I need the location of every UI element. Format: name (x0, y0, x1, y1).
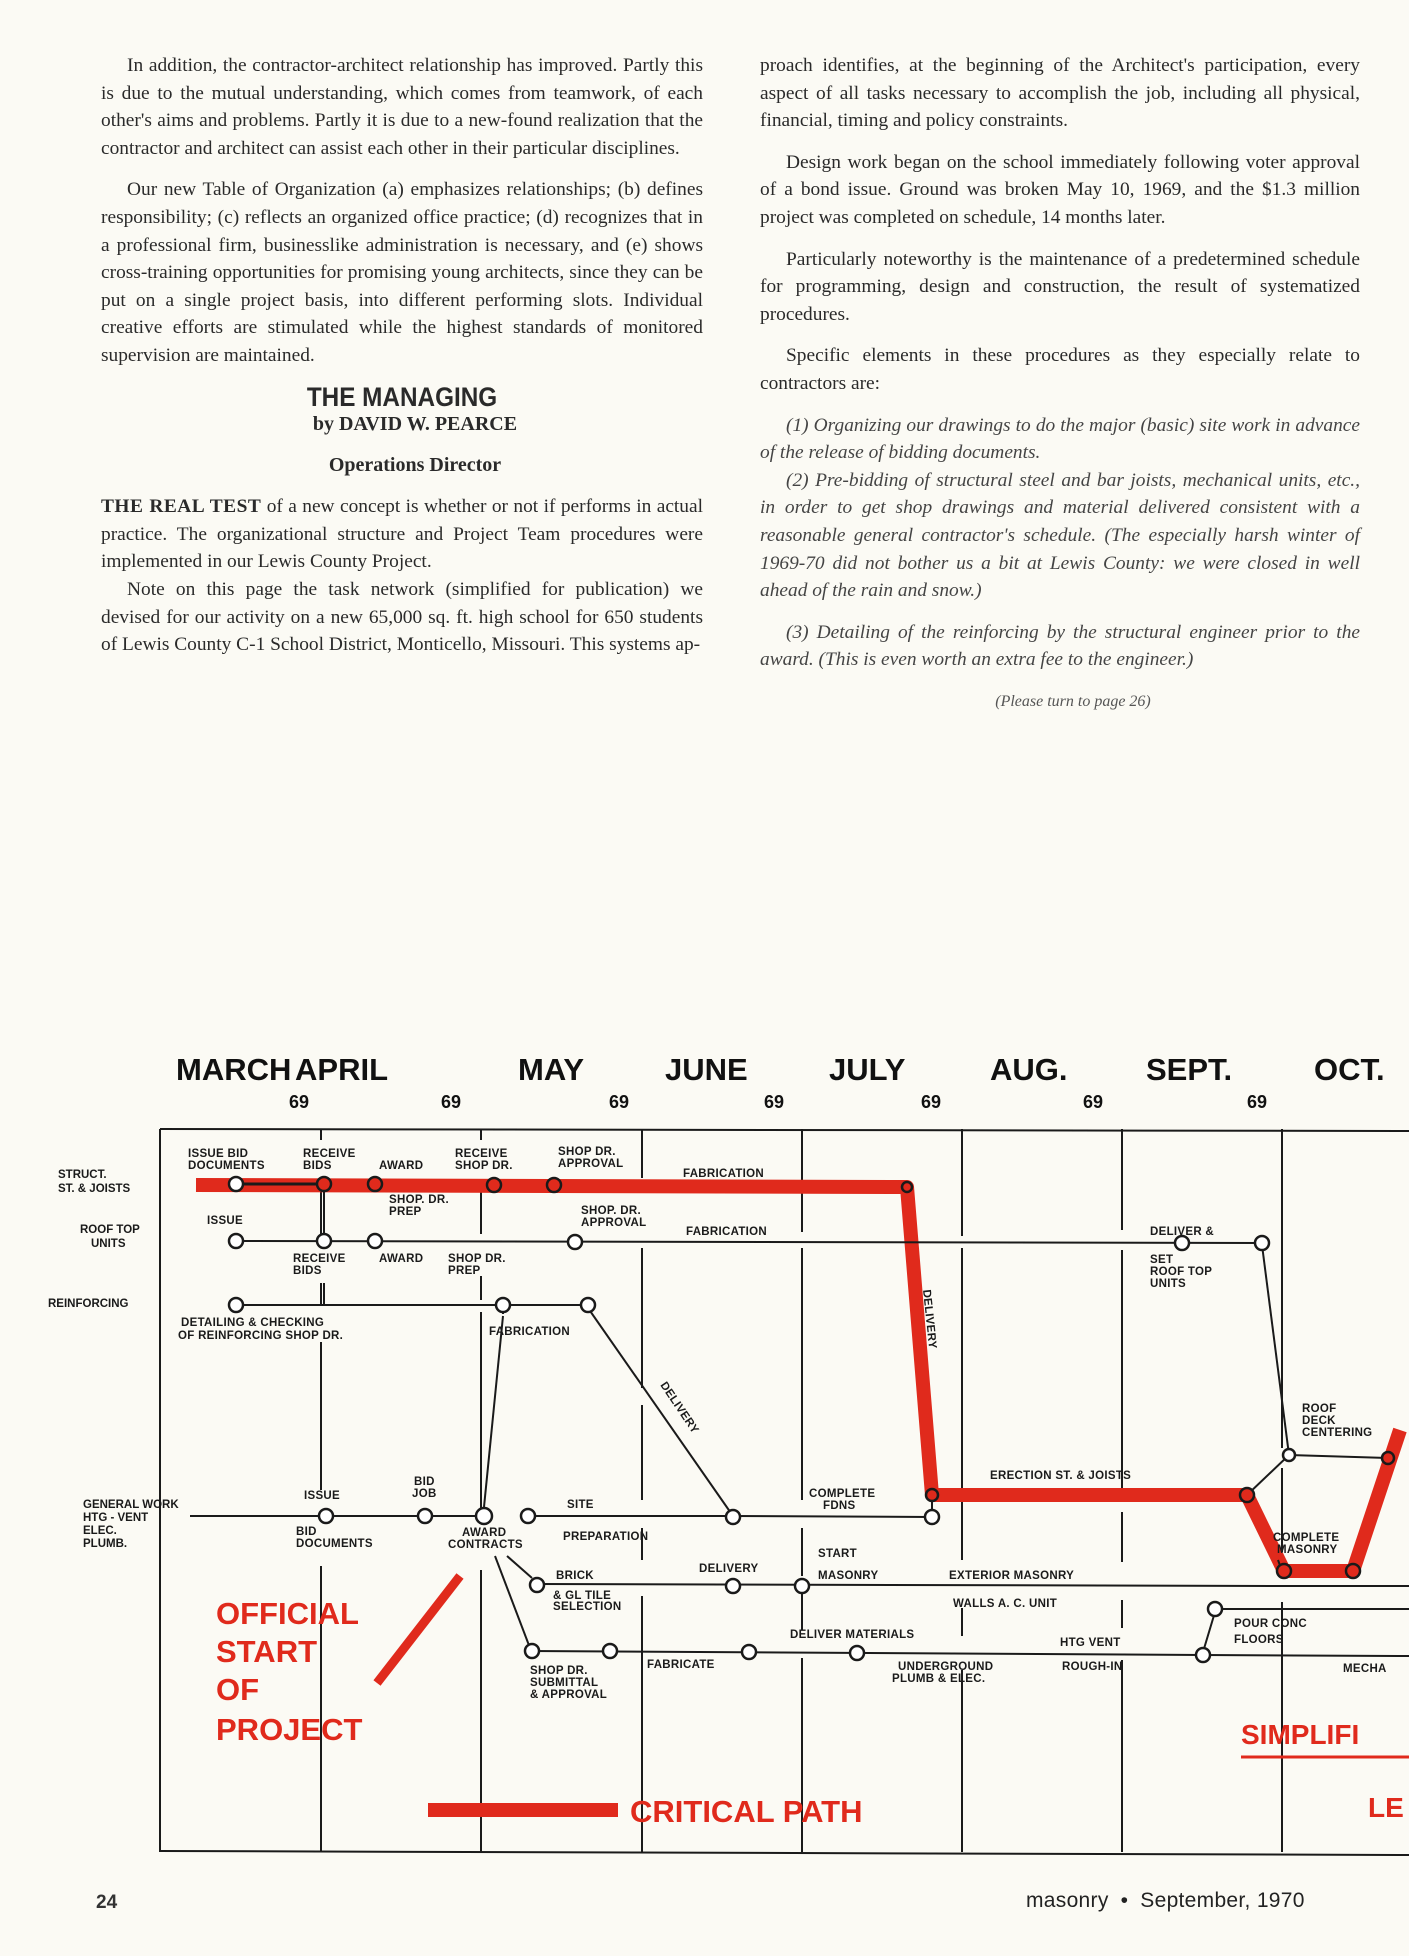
month-label: JUNE (665, 1052, 748, 1087)
activity-label: OF REINFORCING SHOP DR. (178, 1330, 344, 1342)
activity-label: SHOP DR. (455, 1160, 513, 1172)
official-start-label: OFFICIAL (216, 1596, 359, 1631)
activity-label: COMPLETE (809, 1488, 876, 1500)
paragraph: proach identifies, at the beginning of the Architect's participation, every aspect of all tasks necessary to accomplish the job, including all physical, financial, timing and policy constraints. (760, 55, 1360, 132)
year-labels (289, 1092, 1267, 1112)
activity-label: UNITS (1150, 1278, 1186, 1290)
activity-line (537, 1584, 1284, 1586)
simplified-label: SIMPLIFI (1241, 1719, 1360, 1750)
left-column (101, 52, 703, 673)
bullet-separator: • (1120, 1889, 1129, 1912)
activity-label: DELIVERY (699, 1563, 759, 1575)
list-item: (2) Pre-bidding of structural steel and bar joists, mechanical units, etc., in order to get shop drawings and material delivered consistent with a reasonable general contractor's schedule. (The especially harsh winter of 1969-70 did not bother us a bit at Lewis County: we were closed in well ahead of the rain and snow.) (760, 469, 1360, 602)
dependency-line (1262, 1245, 1289, 1455)
event-node (229, 1234, 243, 1248)
activity-label: PREP (389, 1206, 422, 1218)
magazine-name: masonry (1026, 1889, 1109, 1912)
year-label: 69 (441, 1092, 462, 1112)
activity-label: ISSUE (304, 1490, 341, 1502)
year-label: 69 (609, 1092, 630, 1112)
activity-label: BIDS (303, 1160, 332, 1172)
activity-label: SET (1150, 1254, 1174, 1266)
activity-label: EXTERIOR MASONRY (949, 1570, 1075, 1582)
dependency-line (1203, 1612, 1215, 1652)
dependency-line (484, 1316, 503, 1507)
activity-line (530, 1651, 1203, 1655)
event-node (1208, 1602, 1222, 1616)
activity-label: FLOORS (1234, 1634, 1284, 1646)
activity-label: AWARD (379, 1253, 424, 1265)
activity-label: HTG VENT (1060, 1637, 1121, 1649)
event-node (1175, 1236, 1189, 1250)
month-label: JULY (829, 1052, 906, 1087)
row-label-general: HTG - VENT (83, 1512, 149, 1524)
activity-label: FABRICATE (647, 1659, 715, 1671)
right-column (760, 52, 1360, 729)
activity-label: BIDS (293, 1265, 322, 1277)
event-node (1240, 1488, 1254, 1502)
event-node (1346, 1564, 1360, 1578)
row-label-general: PLUMB. (83, 1538, 128, 1550)
event-node (229, 1298, 243, 1312)
activity-label: BRICK (556, 1570, 594, 1582)
critical-path-label: CRITICAL PATH (630, 1794, 863, 1829)
legend-label: LE (1368, 1792, 1404, 1823)
year-label: 69 (921, 1092, 942, 1112)
activity-label: MASONRY (1277, 1544, 1338, 1556)
event-node (1277, 1564, 1291, 1578)
activity-label: DOCUMENTS (188, 1160, 265, 1172)
publication-footer (1026, 1889, 1305, 1913)
activity-label: DETAILING & CHECKING (181, 1317, 325, 1329)
event-node (487, 1178, 501, 1192)
year-label: 69 (289, 1092, 310, 1112)
activity-line (1203, 1655, 1409, 1656)
activity-label: DELIVERY (920, 1289, 939, 1350)
continued-note: (Please turn to page 26) (995, 692, 1151, 710)
row-label-general: ELEC. (83, 1525, 117, 1537)
activity-label: FABRICATION (686, 1226, 768, 1238)
activity-label: SHOP. DR. (581, 1205, 642, 1217)
activity-label: PLUMB & ELEC. (892, 1673, 986, 1685)
section-title: THE MANAGING (306, 381, 498, 412)
activity-label: CENTERING (1302, 1427, 1373, 1439)
event-node (795, 1579, 809, 1593)
activity-label: ISSUE BID (188, 1148, 249, 1160)
activity-label: RECEIVE (303, 1148, 356, 1160)
event-node (229, 1177, 243, 1191)
activity-label: SUBMITTAL (530, 1677, 599, 1689)
paragraph: Design work began on the school immediately following voter approval of a bond issue. Ground was broken May 10, 1969, and the $1.3 million project was completed on schedule, 14 months later. (760, 151, 1360, 228)
byline-role: Operations Director (328, 454, 502, 477)
activity-line (1289, 1455, 1388, 1458)
month-label: MARCH (176, 1052, 292, 1087)
dependency-line (495, 1556, 530, 1648)
year-label: 69 (1083, 1092, 1104, 1112)
activity-label: RECEIVE (293, 1253, 346, 1265)
activity-label: BID (296, 1526, 317, 1538)
activity-label: COMPLETE (1273, 1532, 1340, 1544)
activity-label: ROUGH-IN (1062, 1661, 1123, 1673)
list-item: (1) Organizing our drawings to do the major (basic) site work in advance of the release of bidding documents. (760, 414, 1360, 464)
event-node (319, 1509, 333, 1523)
event-node (418, 1509, 432, 1523)
month-headers (176, 1052, 1385, 1087)
activity-label: PREP (448, 1265, 481, 1277)
activity-label: SHOP DR. (448, 1253, 506, 1265)
row-label-roof: ROOF TOP (80, 1224, 140, 1236)
activity-label: FABRICATION (489, 1326, 571, 1338)
event-node (1382, 1452, 1394, 1464)
activity-label: SITE (567, 1499, 594, 1511)
event-node (1196, 1648, 1210, 1662)
row-label-struct: ST. & JOISTS (58, 1183, 131, 1195)
event-node (368, 1234, 382, 1248)
activity-label: MASONRY (818, 1570, 879, 1582)
activity-label: POUR CONC (1234, 1618, 1307, 1630)
event-node (902, 1182, 912, 1192)
paragraph: Specific elements in these procedures as they especially relate to contractors are: (760, 345, 1360, 394)
activity-label: BID (414, 1476, 435, 1488)
activity-label: DECK (1302, 1415, 1336, 1427)
activity-label: START (818, 1548, 857, 1560)
paragraph-text: of a new concept is whether or not if performs in actual practice. The organizational structure and Project Team procedures were implemented in our Lewis County Project. (101, 496, 703, 573)
event-node (317, 1234, 331, 1248)
activity-labels (178, 1146, 1387, 1701)
activity-label: FDNS (823, 1500, 856, 1512)
activity-label: ISSUE (207, 1215, 244, 1227)
event-node (525, 1644, 539, 1658)
event-node (1255, 1236, 1269, 1250)
activity-label: APPROVAL (558, 1158, 624, 1170)
row-label-roof: UNITS (91, 1238, 126, 1250)
activity-label: DELIVER MATERIALS (790, 1629, 915, 1641)
event-node (547, 1178, 561, 1192)
activity-label: ROOF (1302, 1403, 1337, 1415)
paragraph: Our new Table of Organization (a) emphasizes relationships; (b) defines responsibility; (c) reflects an organized office practice; (d) recognizes that in a professional firm, businesslike administration is necessary, and (e) shows cross-training opportunities for promising young architects, since they can be put on a single project basis, into different performing slots. Individual creative efforts are stimulated while the highest standards of monitored supervision are maintained. (101, 179, 703, 366)
activity-line (733, 1516, 932, 1517)
activity-label: CONTRACTS (448, 1539, 523, 1551)
event-node (317, 1177, 331, 1191)
activity-label: UNDERGROUND (898, 1661, 994, 1673)
event-node (476, 1508, 492, 1524)
lead-in: THE REAL TEST (101, 496, 262, 518)
frame-top (160, 1129, 1409, 1131)
list-item: (3) Detailing of the reinforcing by the structural engineer prior to the award. (This is even worth an extra fee to the engineer.) (760, 621, 1360, 671)
event-node (726, 1579, 740, 1593)
activity-label: & APPROVAL (530, 1689, 608, 1701)
page-number: 24 (96, 1892, 118, 1913)
frame-bottom (160, 1851, 1409, 1855)
event-node (850, 1646, 864, 1660)
activity-label: MECHA (1343, 1663, 1387, 1675)
paragraph: Note on this page the task network (simplified for publication) we devised for our activity on a new 65,000 sq. ft. high school for 650 students of Lewis County C-1 School District, Monticello, Missouri. This systems ap- (101, 578, 703, 656)
year-label: 69 (1247, 1092, 1268, 1112)
activity-label: PREPARATION (563, 1531, 649, 1543)
event-node (926, 1489, 938, 1501)
official-start-label: OF (216, 1672, 260, 1707)
diagram-svg (0, 1040, 1409, 1860)
event-node (530, 1578, 544, 1592)
activity-label: DELIVERY (657, 1379, 701, 1436)
event-node (742, 1645, 756, 1659)
activity-label: AWARD (379, 1160, 424, 1172)
event-node (603, 1644, 617, 1658)
year-label: 69 (764, 1092, 785, 1112)
month-label: APRIL (295, 1052, 388, 1087)
byline: by DAVID W. PEARCE (312, 413, 518, 436)
activity-label: & GL TILE (553, 1590, 612, 1602)
event-node (726, 1510, 740, 1524)
activity-label: FABRICATION (683, 1168, 765, 1180)
task-network-diagram (0, 1040, 1409, 1860)
month-label: MAY (518, 1052, 585, 1087)
nodes (229, 1177, 1394, 1662)
row-label-general: GENERAL WORK (83, 1499, 179, 1511)
activity-label: APPROVAL (581, 1217, 647, 1229)
activity-label: DELIVER & (1150, 1226, 1215, 1238)
activity-label: DOCUMENTS (296, 1538, 373, 1550)
activity-label: ERECTION ST. & JOISTS (990, 1470, 1132, 1482)
row-label-struct: STRUCT. (58, 1169, 107, 1181)
delivery-line (588, 1308, 733, 1516)
issue-date: September, 1970 (1140, 1889, 1305, 1912)
paragraph (101, 493, 703, 576)
month-label: OCT. (1314, 1052, 1385, 1087)
dependency-line (507, 1556, 532, 1578)
paragraph: Particularly noteworthy is the maintenance of a predetermined schedule for programming, design and construction, the result of systematized procedures. (760, 248, 1360, 325)
activity-label: SHOP. DR. (389, 1194, 450, 1206)
activity-line (236, 1241, 1262, 1243)
row-label-reinforcing: REINFORCING (48, 1298, 129, 1310)
paragraph: In addition, the contractor-architect relationship has improved. Partly this is due to the mutual understanding, which comes from teamwork, of each other's aims and problems. Partly it is due to a new-found realization that the contractor and architect can assist each other in their particular disciplines. (101, 55, 703, 159)
event-node (1283, 1449, 1295, 1461)
official-start-pointer (377, 1576, 460, 1683)
activity-label: WALLS A. C. UNIT (953, 1598, 1058, 1610)
official-start-label: PROJECT (216, 1712, 363, 1747)
activity-label: JOB (412, 1488, 437, 1500)
activity-label: RECEIVE (455, 1148, 508, 1160)
event-node (496, 1298, 510, 1312)
activity-label: SHOP DR. (530, 1665, 588, 1677)
official-start-label: START (216, 1634, 318, 1669)
event-node (581, 1298, 595, 1312)
month-label: SEPT. (1146, 1052, 1233, 1087)
event-node (521, 1509, 535, 1523)
activity-label: SHOP DR. (558, 1146, 616, 1158)
event-node (925, 1510, 939, 1524)
activity-label: SELECTION (553, 1601, 622, 1613)
event-node (568, 1235, 582, 1249)
event-node (368, 1177, 382, 1191)
activity-label: AWARD (462, 1527, 507, 1539)
activity-label: ROOF TOP (1150, 1266, 1213, 1278)
month-label: AUG. (990, 1052, 1068, 1087)
